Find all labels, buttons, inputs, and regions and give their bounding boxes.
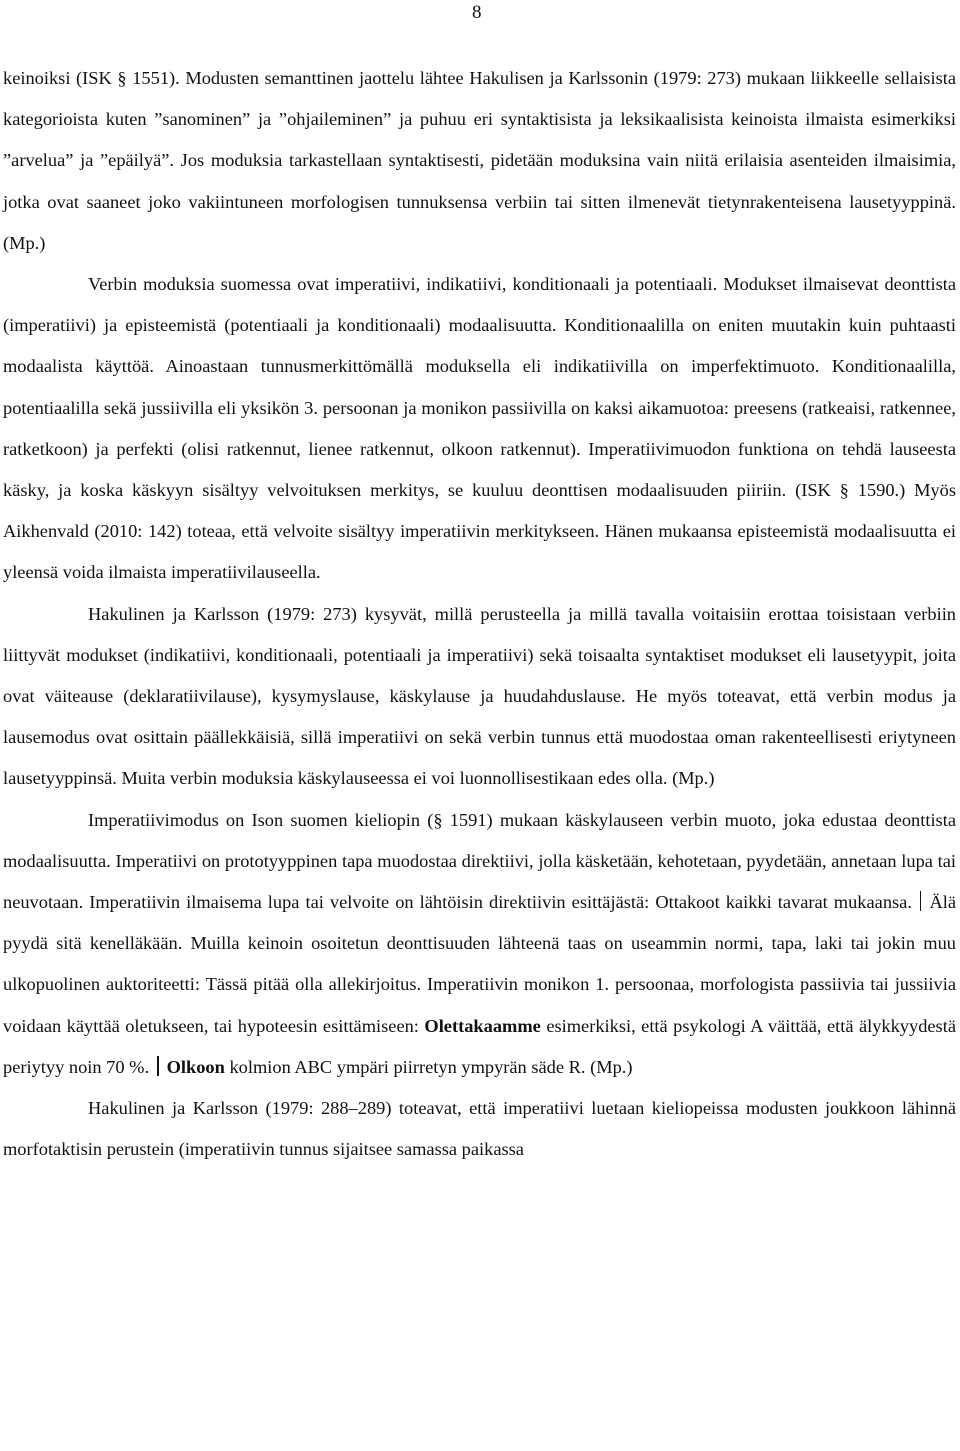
page-number: 8 (472, 2, 482, 23)
body-text (3, 58, 956, 1170)
paragraph-2: Verbin moduksia suomessa ovat imperatiivi, indikatiivi, konditionaali ja potentiaali. Modukset ilmaisevat deonttista (imperatiivi) ja episteemistä (potentiaali ja konditionaali) modaalisuutta. Konditionaalilla on eniten muutakin kuin puhtaasti modaalista käyttöä. Ainoastaan tunnusmerkittömällä moduksella eli indikatiivilla on imperfektimuoto. Konditionaalilla, potentiaalilla sekä jussiivilla eli yksikön 3. persoonan ja monikon passiivilla on kaksi aikamuotoa: preesens (ratkeaisi, ratkennee, ratketkoon) ja perfekti (olisi ratkennut, lienee ratkennut, olkoon ratkennut). Imperatiivimuodon funktiona on tehdä lauseesta käsky, ja koska käskyyn sisältyy velvoituksen merkitys, se kuuluu deonttisen modaalisuuden piiriin. (ISK § 1590.) Myös Aikhenvald (2010: 142) toteaa, että velvoite sisältyy imperatiivin merkitykseen. Hänen mukaansa episteemistä modaalisuutta ei yleensä voida ilmaista imperatiivilauseella. (3, 274, 956, 583)
example-word-olkoon: Olkoon (166, 1056, 225, 1077)
paragraph-4 (3, 800, 956, 1088)
paragraph-4-text-d: kolmion ABC ympäri piirretyn ympyrän säde R. (Mp.) (229, 1056, 633, 1077)
paragraph-4-text-a: Imperatiivimodus on Ison suomen kieliopin (§ 1591) mukaan käskylauseen verbin muoto, joka edustaa deonttista modaalisuutta. Imperatiivi on prototyyppinen tapa muodostaa direktiivi, jolla käsketään, kehotetaan, pyydetään, annetaan lupa tai neuvotaan. Imperatiivin ilmaisema lupa tai velvoite on lähtöisin direktiivin esittäjästä: Ottakoot kaikki tavarat mukaansa. (3, 809, 956, 913)
example-separator (920, 891, 922, 911)
example-word-olettakaamme: Olettakaamme (424, 1015, 541, 1036)
paragraph-1: keinoiksi (ISK § 1551). Modusten semanttinen jaottelu lähtee Hakulisen ja Karlssonin (1979: 273) mukaan liikkeelle sellaisista kategorioista kuten ”sanominen” ja ”ohjaileminen” ja puhuu eri syntaktisista ja leksikaalisista keinoista ilmaista esimerkiksi ”arvelua” ja ”epäilyä”. Jos moduksia tarkastellaan syntaktisesti, pidetään moduksina vain niitä erilaisia asenteiden ilmaisimia, jotka ovat saaneet joko vakiintuneen morfologisen tunnuksensa verbiin tai sitten ilmenevät tietynrakenteisena lausetyyppinä. (Mp.) (3, 68, 956, 253)
paragraph-4-text-b: Älä pyydä sitä kenelläkään. Muilla keinoin osoitetun deonttisuuden lähteenä taas on useammin normi, tapa, laki tai jokin muu ulkopuolinen auktoriteetti: Tässä pitää olla allekirjoitus. Imperatiivin monikon 1. persoonaa, morfologista passiivia tai jussiivia voidaan käyttää oletukseen, tai hypoteesin esittämiseen: (3, 892, 956, 1036)
paragraph-4-text-c: esimerkiksi, että psykologi A väittää, että älykkyydestä periytyy noin 70 %. (3, 1015, 956, 1077)
paragraph-5: Hakulinen ja Karlsson (1979: 288–289) toteavat, että imperatiivi luetaan kieliopeissa modusten joukkoon lähinnä morfotaktisin perustein (imperatiivin tunnus sijaitsee samassa paikassa (3, 1098, 956, 1160)
paragraph-3: Hakulinen ja Karlsson (1979: 273) kysyvät, millä perusteella ja millä tavalla voitaisiin erottaa toisistaan verbiin liittyvät modukset (indikatiivi, konditionaali, potentiaali ja imperatiivi) sekä toisaalta syntaktiset modukset eli lausetyypit, joita ovat väiteause (deklaratiivilause), kysymyslause, käskylause ja huudahduslause. He myös toteavat, että verbin modus ja lausemodus ovat osittain päällekkäisiä, sillä imperatiivi on sekä verbin tunnus että muodostaa oman rakenteellisesti eriytyneen lausetyyppinsä. Muita verbin moduksia käskylauseessa ei voi luonnollisestikaan edes olla. (Mp.) (3, 603, 956, 789)
example-separator (157, 1056, 159, 1076)
